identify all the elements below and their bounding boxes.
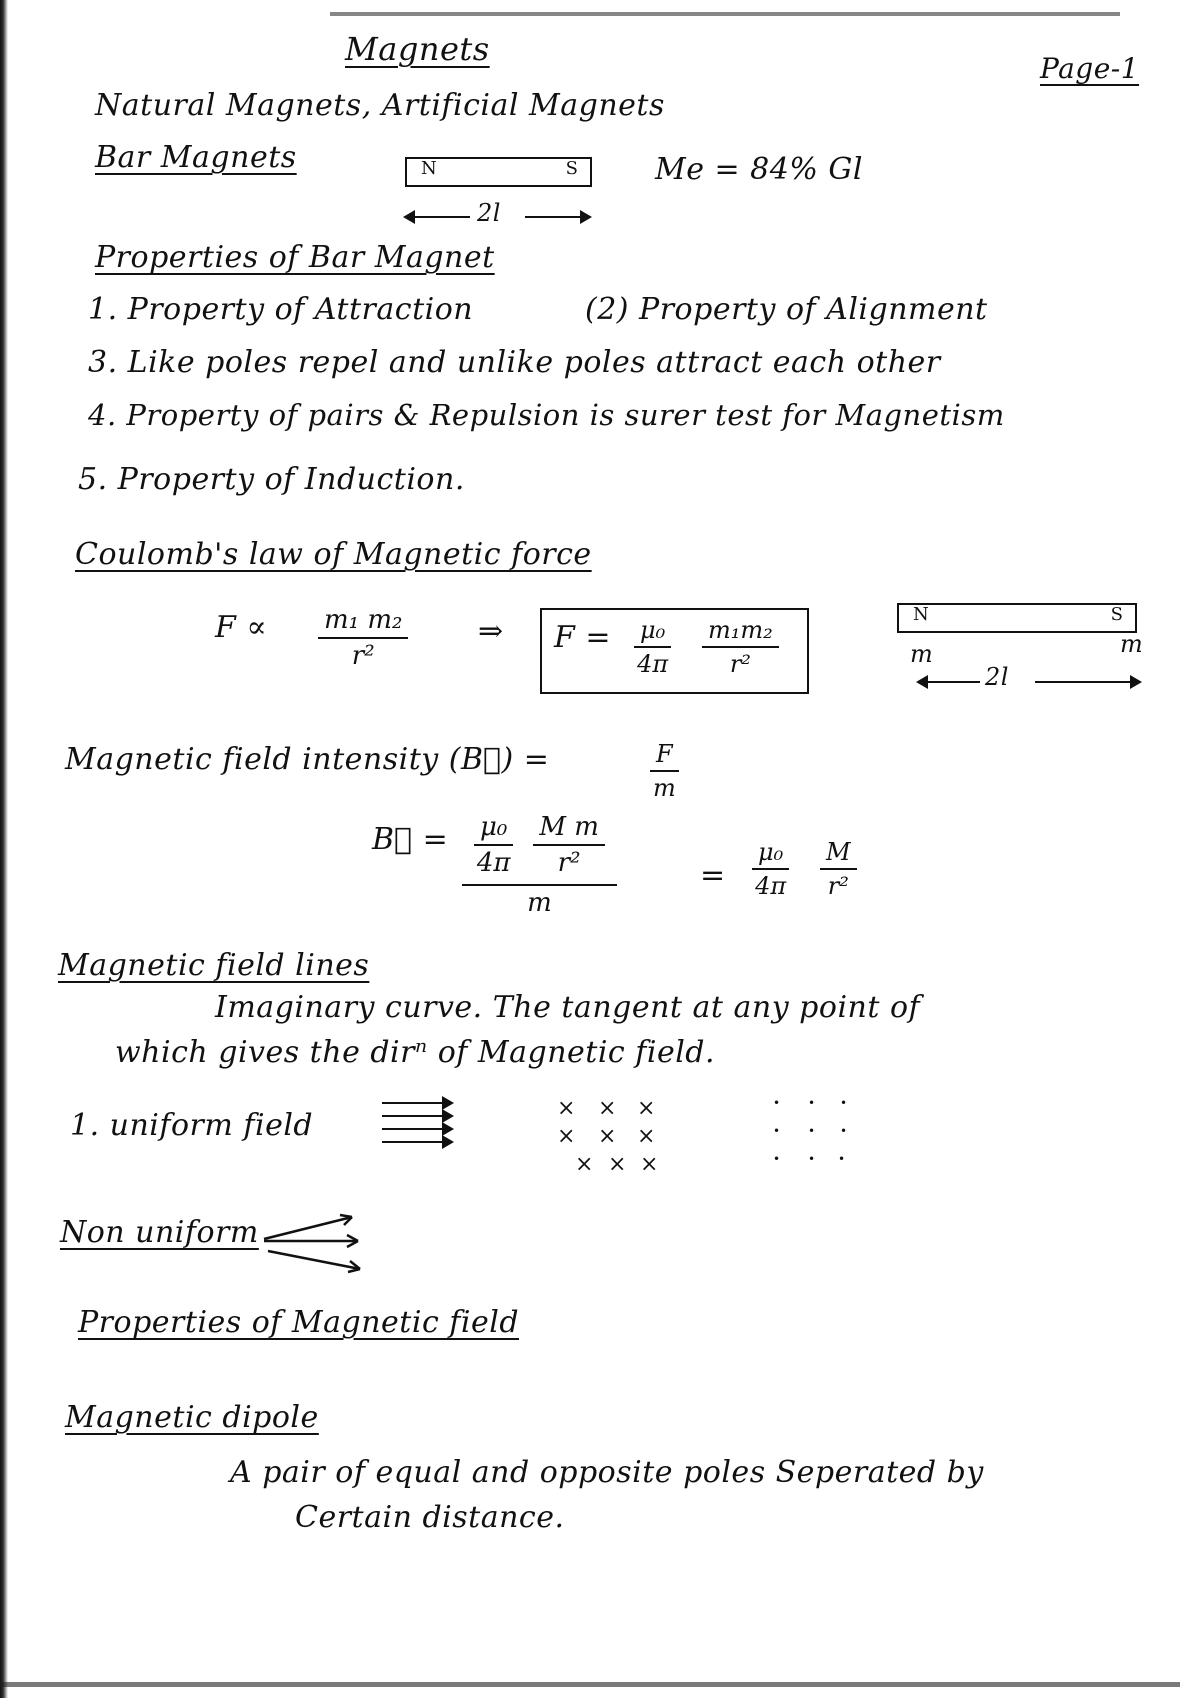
dot-6: • — [840, 1124, 848, 1138]
non-uniform-label: Non uniform — [60, 1215, 259, 1250]
scan-left-edge — [0, 0, 8, 1698]
uniform-field-label: 1. uniform field — [70, 1108, 314, 1143]
cross-9: × — [640, 1152, 659, 1177]
property-4: 4. Property of pairs & Repulsion is surer test for Magnetism — [88, 398, 1005, 432]
property-1: 1. Property of Attraction — [88, 292, 474, 327]
coulomb-north-label: N — [913, 604, 929, 625]
b-m-numerator: M — [820, 838, 857, 870]
field-lines-definition-2: which gives the dirⁿ of Magnetic field. — [115, 1035, 716, 1070]
coulomb-eq-lhs: F = — [554, 620, 611, 655]
non-uniform-field-arrows — [260, 1205, 370, 1277]
b-mm-fraction — [533, 812, 605, 878]
coulomb-pole-m-right: m — [1120, 630, 1144, 658]
proportional-denominator: r² — [351, 641, 375, 671]
uniform-arrow-4 — [382, 1141, 452, 1143]
coulomb-mu-denominator: 4π — [637, 650, 669, 678]
b-mm-denominator: r² — [557, 848, 581, 878]
field-lines-heading: Magnetic field lines — [58, 948, 370, 983]
bar-length-label: 2l — [477, 199, 501, 227]
coulomb-mu-fraction — [634, 616, 671, 678]
b-mu2-numerator: μ₀ — [752, 838, 789, 870]
b-mu-numerator: μ₀ — [474, 812, 513, 846]
cross-8: × — [608, 1152, 627, 1177]
coulomb-length-arrow-right — [1035, 681, 1140, 683]
b-m-fraction — [820, 838, 857, 900]
magnetic-length: Me = 84% Gl — [655, 152, 863, 187]
coulomb-length-label: 2l — [985, 663, 1009, 691]
bar-magnets-label: Bar Magnets — [95, 140, 297, 175]
magnet-types: Natural Magnets, Artificial Magnets — [95, 88, 665, 123]
coulomb-eq-denominator: r² — [729, 650, 751, 678]
dot-2: • — [808, 1096, 816, 1110]
cross-3: × — [637, 1096, 656, 1121]
cross-5: × — [598, 1124, 617, 1149]
b-m-denominator: r² — [827, 872, 849, 900]
dot-9: • — [838, 1152, 846, 1166]
coulomb-equation-box — [540, 608, 809, 694]
cross-2: × — [598, 1096, 617, 1121]
scan-top-edge — [330, 12, 1120, 16]
b-compound-fraction — [462, 812, 617, 918]
dipole-definition-2: Certain distance. — [295, 1500, 565, 1535]
b-compound-numerator — [462, 812, 617, 886]
property-5: 5. Property of Induction. — [78, 462, 465, 497]
implies-symbol: ⇒ — [478, 614, 504, 649]
b-mm-numerator: M m — [533, 812, 605, 846]
dot-8: • — [808, 1152, 816, 1166]
coulomb-length-arrow-left — [918, 681, 980, 683]
intensity-numerator: F — [650, 740, 679, 772]
properties-heading: Properties of Bar Magnet — [95, 240, 495, 275]
uniform-arrow-2 — [382, 1115, 452, 1117]
b-outer-denominator: m — [527, 888, 552, 918]
proportional-numerator: m₁ m₂ — [318, 605, 408, 639]
dot-5: • — [808, 1124, 816, 1138]
dot-7: • — [773, 1152, 781, 1166]
north-pole-label: N — [421, 158, 437, 179]
coulomb-bar-magnet-figure — [897, 603, 1137, 633]
b-mu2-denominator: 4π — [755, 872, 787, 900]
b-mu-fraction — [474, 812, 513, 878]
page-number: Page-1 — [1040, 52, 1140, 85]
bar-magnet-figure — [405, 157, 592, 187]
coulomb-mu-numerator: μ₀ — [634, 616, 671, 648]
coulomb-heading: Coulomb's law of Magnetic force — [75, 537, 592, 572]
cross-1: × — [557, 1096, 576, 1121]
property-2: (2) Property of Alignment — [585, 292, 988, 327]
field-properties-heading: Properties of Magnetic field — [78, 1305, 520, 1340]
b-mu2-fraction — [752, 838, 789, 900]
property-3: 3. Like poles repel and unlike poles attract each other — [88, 345, 941, 380]
page-title: Magnets — [345, 30, 490, 68]
cross-6: × — [637, 1124, 656, 1149]
field-lines-definition-1: Imaginary curve. The tangent at any point of — [215, 990, 921, 1025]
dot-1: • — [773, 1096, 781, 1110]
dot-3: • — [840, 1096, 848, 1110]
length-arrow-left — [405, 216, 470, 218]
uniform-arrow-1 — [382, 1102, 452, 1104]
coulomb-eq-numerator: m₁m₂ — [702, 616, 779, 648]
dipole-heading: Magnetic dipole — [65, 1400, 319, 1435]
intensity-lhs: Magnetic field intensity (B⃗) = — [65, 742, 550, 777]
dot-4: • — [773, 1124, 781, 1138]
b-equation-lhs: B⃗ = — [372, 822, 449, 857]
length-arrow-right — [525, 216, 590, 218]
intensity-fraction — [650, 740, 679, 802]
uniform-arrow-3 — [382, 1128, 452, 1130]
b-mu-denominator: 4π — [476, 848, 511, 878]
b-second-equals: = — [700, 858, 726, 893]
dipole-definition-1: A pair of equal and opposite poles Seperated by — [230, 1455, 984, 1490]
coulomb-eq-fraction — [702, 616, 779, 678]
coulomb-south-label: S — [1110, 604, 1123, 625]
scan-bottom-edge — [0, 1682, 1180, 1687]
coulomb-pole-m-left: m — [910, 640, 934, 668]
proportional-fraction — [318, 605, 408, 671]
south-pole-label: S — [565, 158, 578, 179]
intensity-denominator: m — [652, 774, 676, 802]
cross-7: × — [575, 1152, 594, 1177]
proportional-lhs: F ∝ — [215, 610, 268, 645]
cross-4: × — [557, 1124, 576, 1149]
